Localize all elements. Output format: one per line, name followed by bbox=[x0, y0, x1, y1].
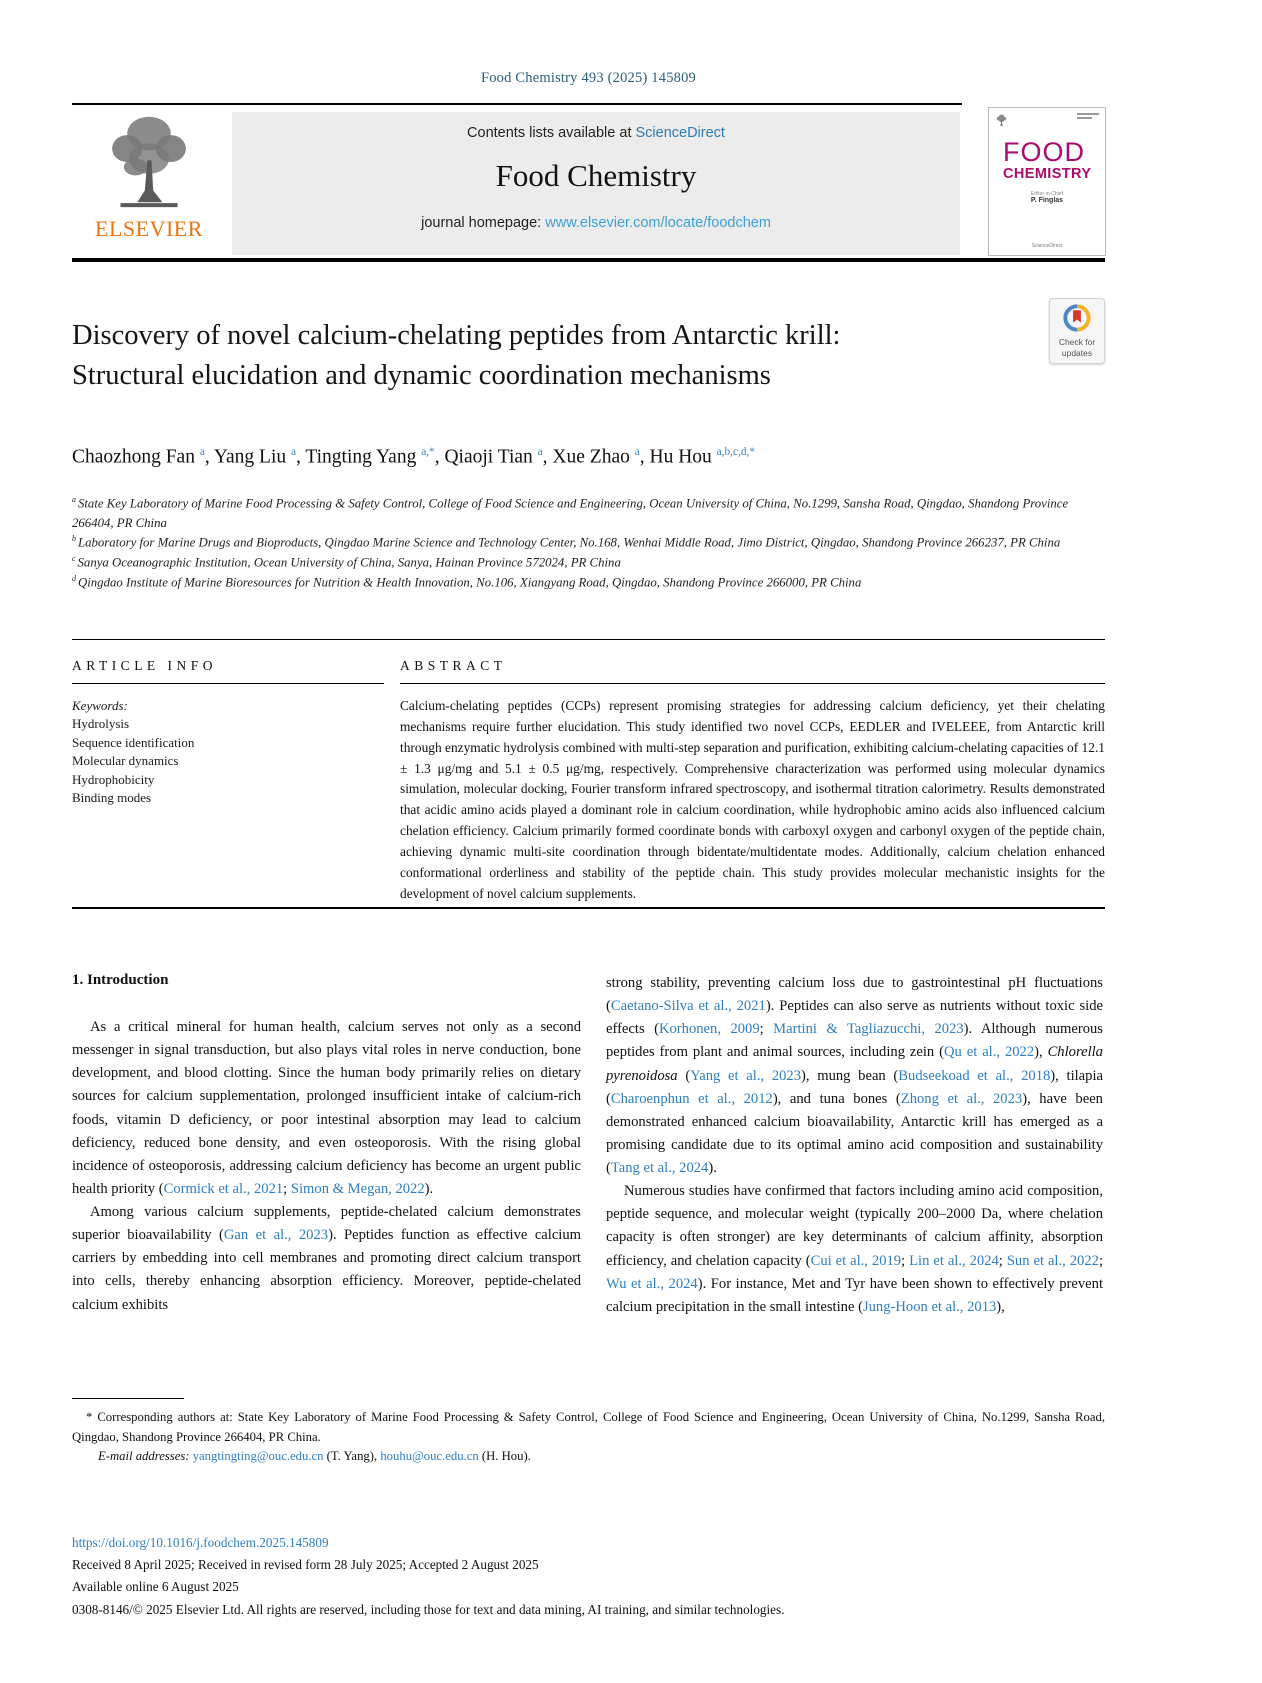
section-heading-introduction: 1. Introduction bbox=[72, 972, 169, 988]
affiliation-text: Qingdao Institute of Marine Bioresources for Nutrition & Health Innovation, No.106, Xiangyang Road, Qingdao, Shandong Province 266000, PR China bbox=[77, 574, 862, 589]
text-link[interactable]: Korhonen, 2009 bbox=[658, 1021, 760, 1038]
affiliation-marker: a bbox=[72, 495, 76, 504]
text-link[interactable]: Wu et al., 2024 bbox=[606, 1275, 698, 1292]
contents-list-line bbox=[232, 125, 960, 141]
text-emphasis: E-mail addresses: bbox=[98, 1449, 193, 1464]
text-link[interactable]: Sun et al., 2022 bbox=[1006, 1252, 1099, 1269]
text-link[interactable]: Cui et al., 2019 bbox=[810, 1252, 902, 1269]
keyword-item: Sequence identification bbox=[72, 734, 195, 750]
text-link[interactable]: Qu et al., 2022 bbox=[944, 1044, 1035, 1061]
divider bbox=[72, 103, 962, 105]
journal-citation-header: Food Chemistry 493 (2025) 145809 bbox=[480, 70, 697, 86]
paragraph: strong stability, preventing calcium loss due to gastrointestinal pH fluctuations (Caetano-Silva et al., 2021). Peptides can also serve as nutrients without toxic side effects (Korhonen, 2009; Martini & Tagliazucchi, 2023). Although numerous peptides from plant and animal sources, including zein (Qu et al., 2022), Chlorella pyrenoidosa (Yang et al., 2023), mung bean (Budseekoad et al., 2018), tilapia (Charoenphun et al., 2012), and tuna bones (Zhong et al., 2023), have been demonstrated enhanced calcium bioavailability, Antarctic krill has emerged as a promising candidate due to its optimal amino acid composition and sustainability (Tang et al., 2024). bbox=[606, 975, 1104, 1176]
article-info-heading: ARTICLE INFO bbox=[72, 658, 218, 673]
text-link[interactable]: Budseekoad et al., 2018 bbox=[898, 1067, 1051, 1084]
cover-issn-mark bbox=[1077, 113, 1099, 133]
abstract-section bbox=[400, 658, 1105, 904]
affiliation-marker: c bbox=[72, 553, 76, 563]
text-link[interactable]: yangtingting@ouc.edu.cn bbox=[192, 1449, 324, 1464]
divider bbox=[72, 683, 384, 684]
text-link[interactable]: Yang et al., 2023 bbox=[690, 1067, 802, 1084]
keywords-label: Keywords: bbox=[72, 698, 128, 713]
article-info-section bbox=[72, 658, 384, 808]
paragraph: As a critical mineral for human health, calcium serves not only as a second messenger in signal transduction, but also plays vital roles in nerve conduction, bone development, and blood clotting. Since the human body primarily relies on dietary sources for calcium supplementation, prolonged insufficient intake of calcium-rich foods, vitamin D deficiency, or poor intestinal absorption may lead to calcium deficiency, reduced bone density, and even osteoporosis. With the rising global incidence of osteoporosis, addressing calcium deficiency has become an urgent public health priority (Cormick et al., 2021; Simon & Megan, 2022). bbox=[72, 1019, 581, 1197]
footnote-divider bbox=[72, 1398, 184, 1399]
received-dates-line: Received 8 April 2025; Received in revised form 28 July 2025; Accepted 2 August 2025 bbox=[72, 1557, 539, 1573]
abstract-heading: ABSTRACT bbox=[400, 658, 507, 673]
corresponding-author-note: * Corresponding authors at: State Key Laboratory of Marine Food Processing & Safety Control, College of Food Science and Engineering, Ocean University of China, No.1299, Sansha Road, Qingdao, Shandong Province 266404, PR China. bbox=[72, 1410, 1105, 1444]
affiliation-c bbox=[72, 553, 1105, 573]
email-addresses-line: E-mail addresses: yangtingting@ouc.edu.cn (T. Yang), houhu@ouc.edu.cn (H. Hou). bbox=[98, 1449, 531, 1464]
text-link[interactable]: Zhong et al., 2023 bbox=[900, 1090, 1023, 1107]
affiliation-a bbox=[72, 494, 1105, 533]
affiliation-list bbox=[72, 494, 1105, 592]
keyword-item: Hydrophobicity bbox=[72, 771, 155, 787]
divider bbox=[72, 639, 1105, 640]
text-emphasis: a bbox=[537, 446, 543, 458]
text-emphasis: Chlorella pyrenoidosa bbox=[606, 1044, 1103, 1084]
cover-title-chemistry: CHEMISTRY bbox=[1003, 166, 1092, 182]
text-emphasis: a bbox=[291, 446, 297, 458]
article-footer bbox=[72, 1532, 1105, 1621]
badge-text-line1: Check for bbox=[1058, 337, 1096, 347]
abstract-text: Calcium-chelating peptides (CCPs) represent promising strategies for addressing calcium deficiency, yet their chelating mechanisms require further elucidation. This study identified two novel CCPs, EEDLER and IVELEEE, from Antarctic krill through enzymatic hydrolysis combined with multi-step separation and purification, exhibiting calcium-chelating capacities of 12.1 ± 1.3 μg/mg and 5.1 ± 0.5 μg/mg, respectively. Comprehensive characterization was performed using molecular dynamics simulation, molecular docking, Fourier transform infrared spectroscopy, and isothermal titration calorimetry. Results demonstrated that acidic amino acids played a dominant role in calcium coordination, while hydrophobic amino acids also influenced calcium chelation efficiency. Calcium primarily formed coordinate bonds with carboxyl oxygen and carbonyl oxygen of the peptide chain, achieving dynamic multi-site coordination through bidentate/multidentate modes. Additionally, calcium chelation enhanced conformational orderliness and stability of the peptide chain. This study provides molecular mechanistic insights for the development of novel calcium supplements. bbox=[400, 698, 1105, 901]
affiliation-marker: d bbox=[72, 573, 76, 583]
text-link[interactable]: Jung-Hoon et al., 2013 bbox=[862, 1298, 997, 1315]
journal-homepage-link[interactable]: www.elsevier.com/locate/foodchem bbox=[545, 215, 771, 231]
cover-title-food: FOOD bbox=[1003, 137, 1085, 167]
text-link[interactable]: Simon & Megan, 2022 bbox=[290, 1180, 425, 1197]
journal-banner bbox=[232, 112, 960, 255]
cover-tree-icon bbox=[995, 113, 1008, 133]
sciencedirect-link[interactable]: ScienceDirect bbox=[635, 125, 725, 141]
elsevier-logo bbox=[74, 110, 224, 256]
text-link[interactable]: Lin et al., 2024 bbox=[909, 1252, 999, 1269]
divider bbox=[72, 258, 1105, 262]
text-emphasis: a bbox=[634, 446, 640, 458]
affiliation-text: State Key Laboratory of Marine Food Processing & Safety Control, College of Food Science and Engineering, Ocean University of China, No.1299, Sansha Road, Qingdao, Shandong Province 266404, PR China bbox=[72, 496, 1069, 530]
intro-right-column bbox=[606, 972, 1103, 1319]
cover-editor-name: P. Finglas bbox=[1030, 197, 1064, 205]
homepage-label: journal homepage: bbox=[421, 215, 546, 231]
badge-text-line2: updates bbox=[1061, 347, 1093, 358]
paragraph: Numerous studies have confirmed that factors including amino acid composition, peptide sequence, and molecular weight (typically 200–2000 Da, where chelation capacity is often stronger) are key determinants of calcium affinity, absorption efficiency, and chelation capacity (Cui et al., 2019; Lin et al., 2024; Sun et al., 2022; Wu et al., 2024). For instance, Met and Tyr have been shown to effectively prevent calcium precipitation in the small intestine (Jung-Hoon et al., 2013), bbox=[606, 1183, 1103, 1315]
cover-footer-text: ScienceDirect bbox=[1031, 243, 1063, 249]
elsevier-tree-icon bbox=[74, 110, 224, 214]
keyword-item: Binding modes bbox=[72, 790, 152, 806]
check-for-updates-badge[interactable] bbox=[1049, 298, 1105, 364]
affiliation-text: Sanya Oceanographic Institution, Ocean University of China, Sanya, Hainan Province 572024, PR China bbox=[77, 555, 621, 570]
divider bbox=[72, 907, 1105, 909]
divider bbox=[400, 683, 1105, 684]
homepage-line bbox=[232, 215, 960, 231]
text-link[interactable]: Cormick et al., 2021 bbox=[163, 1180, 284, 1197]
text-emphasis: a,b,c,d,* bbox=[716, 446, 755, 458]
footnote-block bbox=[72, 1398, 1105, 1467]
text-link[interactable]: houhu@ouc.edu.cn bbox=[380, 1449, 479, 1464]
text-link[interactable]: Caetano-Silva et al., 2021 bbox=[610, 998, 766, 1015]
keyword-item: Hydrolysis bbox=[72, 716, 130, 732]
doi-link[interactable]: https://doi.org/10.1016/j.foodchem.2025.145809 bbox=[72, 1535, 329, 1550]
keyword-item: Molecular dynamics bbox=[72, 753, 179, 769]
copyright-line: 0308-8146/© 2025 Elsevier Ltd. All rights are reserved, including those for text and data mining, AI training, and similar technologies. bbox=[72, 1601, 785, 1617]
journal-cover-thumbnail[interactable] bbox=[988, 107, 1106, 256]
text-link[interactable]: Charoenphun et al., 2012 bbox=[610, 1090, 773, 1107]
crossmark-icon bbox=[1063, 304, 1091, 332]
text-link[interactable]: Gan et al., 2023 bbox=[223, 1227, 329, 1244]
keywords-block bbox=[72, 697, 384, 808]
article-title bbox=[72, 316, 972, 397]
text-link[interactable]: Martini & Tagliazucchi, 2023 bbox=[773, 1021, 964, 1038]
affiliation-marker: b bbox=[72, 534, 76, 544]
paragraph: Among various calcium supplements, peptide-chelated calcium demonstrates superior bioavailability (Gan et al., 2023). Peptides function as effective calcium carriers by embedding into cell membranes and promoting direct calcium transport into cells, thereby enhancing absorption efficiency. Moreover, peptide-chelated calcium exhibits bbox=[72, 1204, 582, 1313]
article-title-line1: Discovery of novel calcium-chelating peptides from Antarctic krill: bbox=[72, 320, 841, 351]
author-list: Chaozhong Fan $^a$, Yang Liu $^a$, Tingting Yang $^{a,*}$, Qiaoji Tian $^a$, Xue Zhao $^a$, Hu Hou $^{a,b,c,d,*}$ bbox=[72, 446, 755, 468]
article-title-line2: Structural elucidation and dynamic coordination mechanisms bbox=[72, 360, 771, 392]
text-emphasis: a bbox=[199, 446, 205, 458]
affiliation-d bbox=[72, 573, 1105, 593]
contents-list-text: Contents lists available at bbox=[467, 125, 636, 141]
affiliation-text: Laboratory for Marine Drugs and Bioproducts, Qingdao Marine Science and Technology Center, No.168, Wenhai Middle Road, Jimo District, Qingdao, Shandong Province 266237, PR China bbox=[77, 535, 1061, 550]
affiliation-b bbox=[72, 533, 1105, 553]
text-link[interactable]: Tang et al., 2024 bbox=[610, 1160, 709, 1176]
intro-left-column bbox=[72, 972, 581, 1317]
text-emphasis: a,* bbox=[421, 446, 435, 458]
cover-editor-label: Editor-in-Chief bbox=[1031, 191, 1063, 198]
journal-name: Food Chemistry bbox=[495, 158, 697, 193]
available-online-line: Available online 6 August 2025 bbox=[72, 1579, 239, 1595]
elsevier-wordmark: ELSEVIER bbox=[95, 216, 203, 241]
